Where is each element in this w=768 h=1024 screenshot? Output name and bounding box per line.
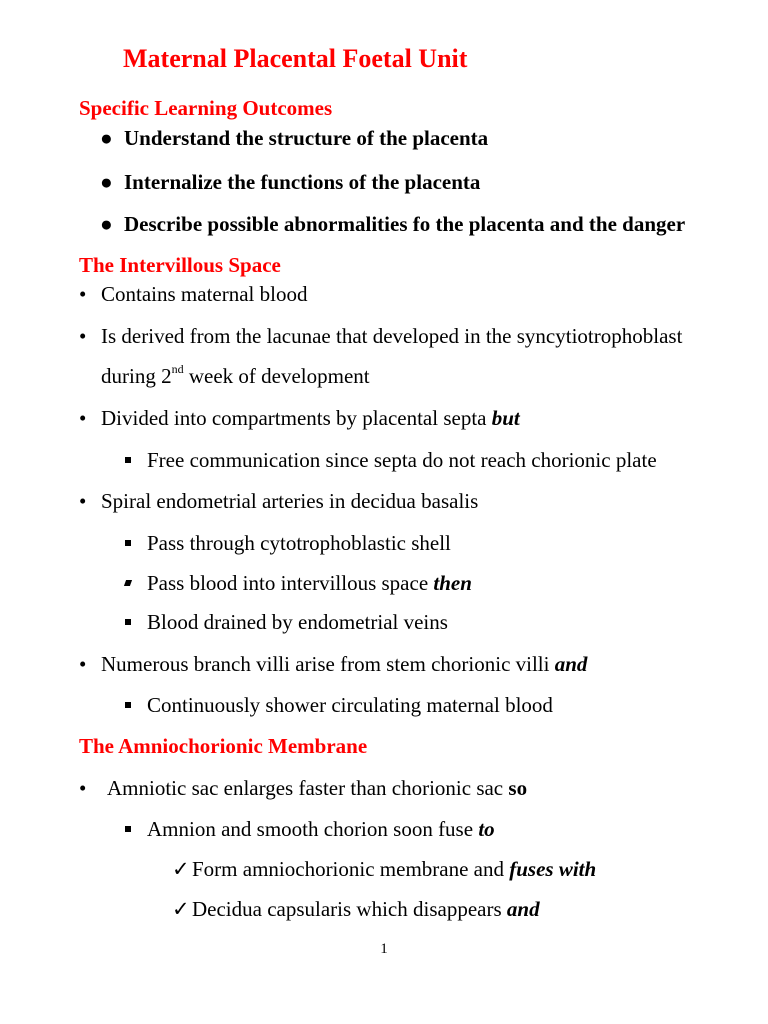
square-bullet-icon — [125, 826, 131, 832]
bullet-dot-icon: ● — [100, 170, 113, 194]
section-heading-amniochorionic-membrane: The Amniochorionic Membrane — [79, 734, 368, 758]
bullet-dot-icon: • — [79, 406, 87, 430]
document-page: Maternal Placental Foetal Unit Specific Learning Outcomes ● Understand the structure of the placenta ● Internalize the functions of the placenta ● Describe possible abnormalities fo the placenta and the danger The Intervillous Space • Contains maternal blood • Is derived from the lacunae that developed in the syncytiotrophoblast during 2nd week of development • Divided into compartments by placental septa but Free communication since septa do not reach chorionic plate • Spiral endometrial arteries in decidua basalis Pass through cytotrophoblastic shell Pass blood into intervillous space then Blood drained by endometrial veins • Numerous branch villi arise from stem chorionic villi and Continuously shower circulating maternal blood The Amniochorionic Membrane • Amniotic sac enlarges faster than chorionic sac so Amnion and smooth chorion soon fuse to ✓ Form amniochorionic membrane and fuses with ✓ Decidua capsularis which disappears and 1 — [0, 0, 768, 1024]
page-title: Maternal Placental Foetal Unit — [123, 44, 468, 73]
square-bullet-icon — [125, 540, 131, 546]
square-bullet-icon — [125, 702, 131, 708]
bullet-dot-icon: • — [79, 324, 87, 348]
bullet-dot-icon: ● — [100, 126, 113, 150]
checkmark-icon: ✓ — [172, 897, 190, 921]
section-heading-intervillous-space: The Intervillous Space — [79, 253, 281, 277]
page-number: 1 — [380, 941, 388, 957]
section-heading-learning-outcomes: Specific Learning Outcomes — [79, 96, 333, 120]
checkmark-icon: ✓ — [172, 857, 190, 881]
square-bullet-icon — [125, 619, 131, 625]
bullet-dot-icon: • — [79, 489, 87, 513]
bullet-dot-icon: • — [79, 652, 87, 676]
square-bullet-icon — [124, 580, 132, 586]
list-item-continuation: during 2nd week of development — [101, 362, 370, 388]
bullet-dot-icon: • — [79, 776, 87, 800]
bullet-dot-icon: ● — [100, 212, 113, 236]
square-bullet-icon — [125, 457, 131, 463]
bullet-dot-icon: • — [79, 282, 87, 306]
